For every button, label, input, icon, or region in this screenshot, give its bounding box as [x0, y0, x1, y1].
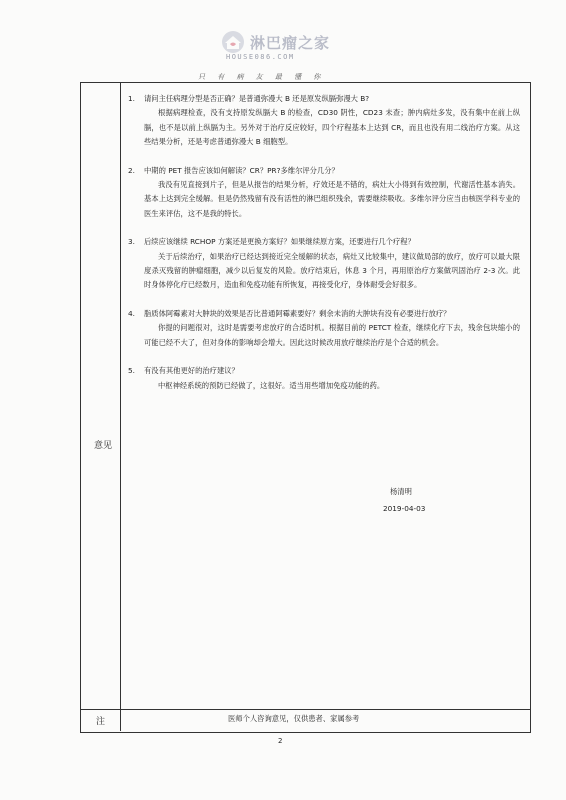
opinion-label: 意见: [94, 441, 113, 451]
answer-text: 我没有见直接到片子，但是从报告的结果分析，疗效还是不错的，病灶大小得到有效控制，代谢活性基本消失。基本上达到完全缓解。但是仍然残留有没有活性的淋巴组织残余，需要继续吸收。多维尔评分应当由核医学科专业的医生来评估，这不是我的特长。: [144, 180, 520, 218]
disclaimer-note: 医师个人咨询意见，仅供患者、家属参考: [228, 714, 360, 723]
column-divider: [120, 82, 121, 731]
question-number: 3.: [128, 237, 135, 247]
question-number: 2.: [128, 165, 135, 175]
answer-text: 关于后续治疗，如果治疗已经达到接近完全缓解的状态，病灶又比较集中，建议做局部的放疗，放疗可以最大限度杀灭残留的肿瘤细胞，减少以后复发的风险。放疗结束后，休息 3 个月，再用原治疗方案做巩固治疗 2-3 次。此时身体停化疗已经数月，造血和免疫功能有所恢复，再接受化疗，身体耐受会好很多。: [144, 251, 520, 290]
site-header: [0, 26, 566, 81]
question-item: [128, 364, 520, 393]
opinion-content: [128, 92, 520, 393]
house-logo-icon: [220, 30, 246, 54]
question-text: 中期的 PET 报告应该如何解读？CR？PR?多维尔评分几分？: [144, 165, 339, 175]
question-text: 后续应该继续 RCHOP 方案还是更换方案好？如果继续原方案，还要进行几个疗程？: [144, 237, 415, 247]
question-number: 5.: [128, 366, 135, 376]
logo-url: HOUSE086.COM: [226, 53, 295, 61]
answer-text: 根据病理检查，没有支持原发纵膈大 B 的检查，CD30 阴性，CD23 未查；肿内病灶多发，没有集中在前上纵膈，也不是以前上纵膈为主。另外对于治疗反应较好，四个疗程基本上达到 CR，而且也没有用二线治疗方案。从这些结果分析，还是考虑普通弥漫大 B 细胞型。: [144, 108, 520, 147]
row-divider: [80, 709, 530, 710]
page-number: 2: [278, 737, 283, 745]
question-item: [128, 92, 520, 150]
slogan: 只 有 病 友 最 懂 你: [198, 73, 326, 81]
question-number: 4.: [128, 308, 135, 318]
question-text: 请问主任病理分型是否正确？是普通弥漫大 B 还是原发纵膈弥漫大 B?: [144, 94, 370, 103]
note-label: 注: [96, 717, 106, 727]
logo-title: 淋巴瘤之家: [250, 34, 331, 52]
question-text: 有没有其他更好的治疗建议？: [144, 366, 239, 376]
question-item: [128, 307, 520, 350]
question-text: 脂质体阿霉素对大肿块的效果是否比普通阿霉素要好？剩余未消的大肿块有没有必要进行放疗？: [144, 308, 451, 318]
answer-text: 你提的问题很对，这时是需要考虑放疗的合适时机。根据目前的 PETCT 检查，继续化疗下去，残余包块缩小的可能已经不大了，但对身体的影响却会增大。因此这时候改用放疗继续治疗是个合适的机会。: [144, 323, 520, 347]
question-number: 1.: [128, 94, 135, 103]
answer-text: 中枢神经系统的预防已经做了，这很好。适当用些增加免疫功能的药。: [158, 380, 385, 390]
question-item: [128, 164, 520, 222]
signature-date: 2019-04-03: [383, 504, 426, 513]
question-item: [128, 235, 520, 293]
doctor-signature: 杨清明: [390, 487, 412, 496]
